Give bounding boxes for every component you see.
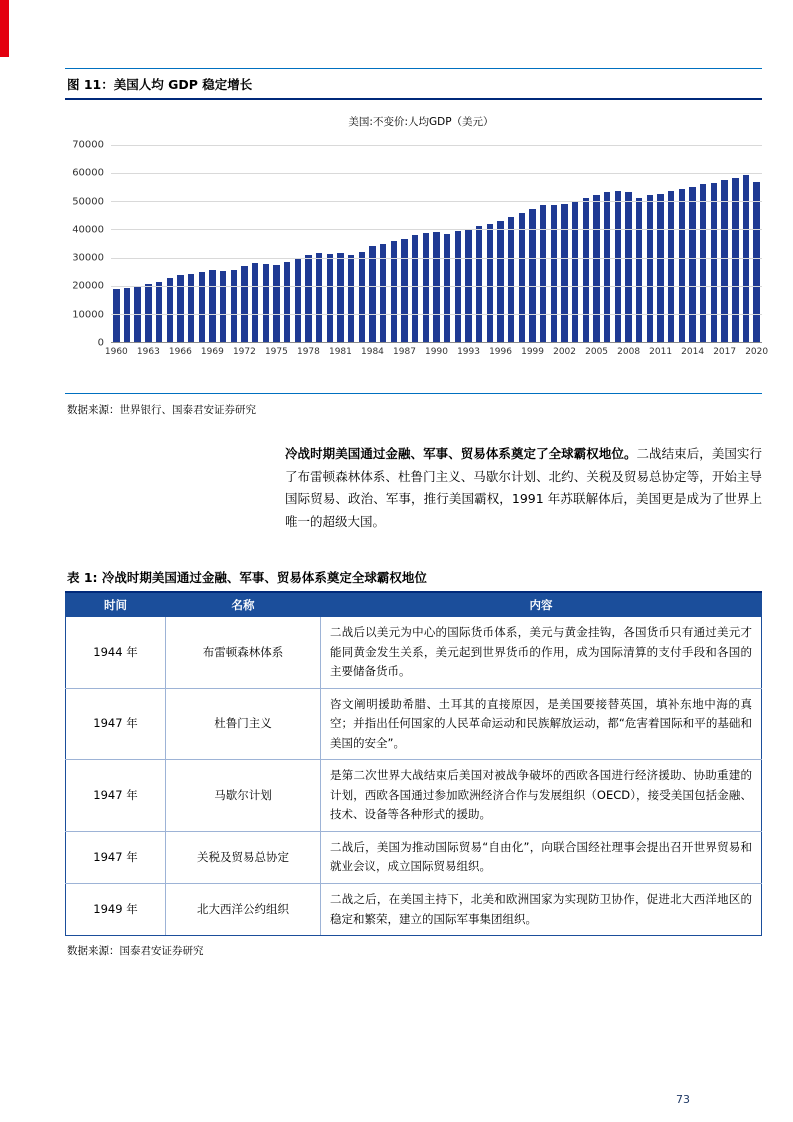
gdp-bar: [423, 233, 429, 342]
x-tick-label: 1966: [168, 347, 192, 357]
gdp-bar: [497, 221, 503, 342]
figure-title: 图 11：美国人均 GDP 稳定增长: [65, 68, 762, 100]
bar-slot: [335, 145, 346, 342]
bar-slot: [132, 145, 143, 342]
y-tick-label: 50000: [72, 196, 104, 208]
gdp-bar: [604, 192, 610, 342]
bar-slot: [666, 145, 677, 342]
bar-slot: [517, 145, 528, 342]
gdp-bar: [284, 262, 290, 342]
chart-bars: [111, 145, 762, 342]
cell-name: 马歇尔计划: [166, 760, 321, 832]
gdp-bar: [316, 253, 322, 342]
gdp-bar: [519, 213, 525, 342]
x-tick-label: 1990: [425, 347, 448, 357]
gdp-bar: [583, 198, 589, 342]
gdp-bar: [263, 264, 269, 342]
cell-time: 1947 年: [66, 760, 166, 832]
gdp-bar: [551, 205, 557, 342]
chart-x-axis-row: [65, 343, 769, 361]
bar-slot: [655, 145, 666, 342]
paragraph-lead-bold: 冷战时期美国通过金融、军事、贸易体系奠定了全球霸权地位。: [285, 446, 637, 461]
figure-block: [65, 68, 769, 417]
cell-name: 布雷顿森林体系: [166, 617, 321, 689]
gridline: [111, 314, 762, 315]
paragraph-text: 二战结束后，美国实行了布雷顿森林体系、杜鲁门主义、马歇尔计划、北约、关税及贸易总协定等，开始主导国际贸易、政治、军事，推行美国霸权，1991 年苏联解体后，美国更是成为了世界上唯一的超级大国。: [285, 446, 762, 529]
bar-slot: [410, 145, 421, 342]
chart-plot-area: [65, 139, 762, 349]
bar-slot: [378, 145, 389, 342]
table-block: [65, 563, 762, 958]
bar-slot: [207, 145, 218, 342]
bar-slot: [463, 145, 474, 342]
cell-time: 1947 年: [66, 688, 166, 760]
table-header-row: [66, 594, 762, 617]
chart-x-axis: [104, 343, 769, 361]
bar-slot: [271, 145, 282, 342]
bar-slot: [260, 145, 271, 342]
gdp-bar: [209, 270, 215, 342]
gridline: [111, 258, 762, 259]
chart-legend: [65, 114, 762, 129]
x-tick-label: 1963: [136, 347, 160, 357]
x-tick-label: 2017: [713, 347, 737, 357]
gdp-bar: [231, 270, 237, 342]
gdp-bar: [689, 187, 695, 342]
bar-slot: [111, 145, 122, 342]
y-tick-label: 70000: [72, 139, 104, 151]
y-tick-label: 30000: [72, 252, 104, 264]
cell-content: 二战后，美国为推动国际贸易“自由化”，向联合国经社理事会提出召开世界贸易和就业会议，成立国际贸易组织。: [321, 831, 762, 883]
figure-source: 数据来源：世界银行、国泰君安证券研究: [65, 393, 762, 417]
bar-slot: [314, 145, 325, 342]
body-paragraph: [285, 443, 762, 533]
bar-slot: [186, 145, 197, 342]
legend-swatch-icon: [333, 117, 342, 126]
gdp-bar: [711, 183, 717, 342]
bar-slot: [453, 145, 464, 342]
bar-slot: [559, 145, 570, 342]
bar-slot: [591, 145, 602, 342]
cell-time: 1944 年: [66, 617, 166, 689]
bar-slot: [602, 145, 613, 342]
gdp-bar: [572, 202, 578, 342]
gdp-bar: [679, 189, 685, 342]
bar-slot: [367, 145, 378, 342]
gdp-bar: [561, 204, 567, 342]
gdp-bar: [337, 253, 343, 342]
bar-slot: [623, 145, 634, 342]
bar-slot: [613, 145, 624, 342]
gdp-bar: [412, 235, 418, 342]
gdp-bar: [113, 289, 119, 342]
bar-slot: [687, 145, 698, 342]
gdp-bar: [593, 195, 599, 342]
bar-slot: [292, 145, 303, 342]
bar-slot: [356, 145, 367, 342]
bar-slot: [239, 145, 250, 342]
gdp-bar: [625, 192, 631, 342]
y-tick-label: 20000: [72, 280, 104, 292]
cell-name: 关税及贸易总协定: [166, 831, 321, 883]
bar-slot: [741, 145, 752, 342]
gdp-bar: [369, 246, 375, 342]
y-tick-label: 10000: [72, 309, 104, 321]
gdp-bar: [220, 271, 226, 342]
page-number: 73: [676, 1093, 690, 1106]
bar-slot: [506, 145, 517, 342]
gdp-bar: [252, 263, 258, 342]
gdp-bar: [700, 184, 706, 342]
table-row: [66, 760, 762, 832]
x-tick-label: 1987: [393, 347, 416, 357]
x-tick-label: 2020: [745, 347, 769, 357]
cell-content: 咨文阐明援助希腊、土耳其的直接原因，是美国要接替英国，填补东地中海的真空；并指出任何国家的人民革命运动和民族解放运动，都“危害着国际和平的基础和美国的安全”。: [321, 688, 762, 760]
red-corner-mark: [0, 0, 9, 57]
cell-content: 二战之后，在美国主持下，北美和欧洲国家为实现防卫协作，促进北大西洋地区的稳定和繁荣，建立的国际军事集团组织。: [321, 884, 762, 936]
gdp-bar: [241, 266, 247, 342]
bar-slot: [634, 145, 645, 342]
gdp-bar: [391, 241, 397, 342]
bar-slot: [399, 145, 410, 342]
bar-slot: [474, 145, 485, 342]
page-content: [65, 68, 769, 958]
bar-slot: [122, 145, 133, 342]
bar-slot: [698, 145, 709, 342]
bar-slot: [527, 145, 538, 342]
bar-slot: [538, 145, 549, 342]
cell-name: 杜鲁门主义: [166, 688, 321, 760]
bar-slot: [143, 145, 154, 342]
bar-slot: [431, 145, 442, 342]
gdp-bar: [476, 226, 482, 342]
cell-content: 二战后以美元为中心的国际货币体系，美元与黄金挂钩，各国货币只有通过美元才能同黄金发生关系，美元起到世界货币的作用，成为国际清算的支付手段和各国的主要储备货币。: [321, 617, 762, 689]
x-tick-label: 2008: [617, 347, 641, 357]
bar-slot: [346, 145, 357, 342]
chart-plot: [111, 145, 762, 343]
bar-slot: [677, 145, 688, 342]
bar-slot: [154, 145, 165, 342]
bar-slot: [645, 145, 656, 342]
bar-slot: [442, 145, 453, 342]
gdp-bar: [615, 191, 621, 342]
bar-slot: [250, 145, 261, 342]
bar-slot: [570, 145, 581, 342]
x-tick-label: 1996: [489, 347, 512, 357]
bar-slot: [228, 145, 239, 342]
table-row: [66, 831, 762, 883]
gdp-bar: [401, 239, 407, 342]
y-tick-label: 40000: [72, 224, 104, 236]
bar-slot: [751, 145, 762, 342]
gdp-bar: [295, 259, 301, 342]
gdp-bar: [273, 265, 279, 342]
y-tick-label: 60000: [72, 167, 104, 179]
bar-slot: [730, 145, 741, 342]
gridline: [111, 145, 762, 146]
gdp-bar: [732, 178, 738, 342]
hegemony-table: [65, 593, 762, 936]
gdp-bar: [540, 205, 546, 342]
table-title: 表 1: 冷战时期美国通过金融、军事、贸易体系奠定全球霸权地位: [65, 563, 762, 593]
x-tick-label: 2011: [649, 347, 673, 357]
gdp-bar: [199, 272, 205, 342]
gdp-bar: [167, 278, 173, 342]
col-header-name: 名称: [166, 594, 321, 617]
cell-time: 1949 年: [66, 884, 166, 936]
gdp-bar: [508, 217, 514, 342]
gridline: [111, 173, 762, 174]
gdp-bar: [348, 255, 354, 342]
x-tick-label: 1969: [200, 347, 224, 357]
legend-label: 美国:不变价:人均GDP（美元）: [348, 116, 494, 128]
x-tick-label: 1978: [296, 347, 320, 357]
bar-slot: [388, 145, 399, 342]
gdp-bar: [444, 234, 450, 342]
x-tick-label: 1960: [104, 347, 128, 357]
table-source: 数据来源：国泰君安证券研究: [67, 945, 204, 958]
gdp-bar: [753, 182, 759, 342]
cell-name: 北大西洋公约组织: [166, 884, 321, 936]
x-tick-label: 1981: [328, 347, 352, 357]
gdp-bar: [188, 274, 194, 342]
x-tick-label: 1975: [264, 347, 288, 357]
gdp-bar: [487, 224, 493, 342]
cell-content: 是第二次世界大战结束后美国对被战争破坏的西欧各国进行经济援助、协助重建的计划，西欧各国通过参加欧洲经济合作与发展组织（OECD），接受美国包括金融、技术、设备等各种形式的援助。: [321, 760, 762, 832]
x-tick-label: 1993: [457, 347, 480, 357]
bar-slot: [485, 145, 496, 342]
x-tick-label: 2014: [681, 347, 705, 357]
bar-slot: [324, 145, 335, 342]
gdp-bar: [327, 254, 333, 342]
cell-time: 1947 年: [66, 831, 166, 883]
gdp-bar: [124, 288, 130, 342]
bar-slot: [495, 145, 506, 342]
gdp-bar: [359, 252, 365, 342]
bar-slot: [196, 145, 207, 342]
gdp-bar: [657, 194, 663, 342]
x-tick-label: 1999: [521, 347, 544, 357]
bar-slot: [581, 145, 592, 342]
y-tick-label: 0: [97, 337, 104, 349]
gdp-bar: [305, 255, 311, 342]
gdp-bar: [636, 198, 642, 342]
gridline: [111, 229, 762, 230]
bar-slot: [549, 145, 560, 342]
bar-slot: [303, 145, 314, 342]
x-tick-label: 1984: [361, 347, 384, 357]
col-header-time: 时间: [66, 594, 166, 617]
gdp-bar: [668, 191, 674, 342]
gdp-bar: [647, 195, 653, 342]
table-row: [66, 688, 762, 760]
bar-slot: [164, 145, 175, 342]
table-row: [66, 884, 762, 936]
gdp-bar: [156, 282, 162, 343]
bar-slot: [709, 145, 720, 342]
bar-slot: [420, 145, 431, 342]
bar-slot: [282, 145, 293, 342]
bar-slot: [175, 145, 186, 342]
gdp-bar-chart: [65, 114, 769, 361]
chart-y-axis: [65, 139, 111, 349]
bar-slot: [218, 145, 229, 342]
gdp-bar: [721, 180, 727, 342]
table-row: [66, 617, 762, 689]
x-tick-label: 2002: [553, 347, 577, 357]
x-tick-label: 2005: [585, 347, 609, 357]
x-tick-label: 1972: [232, 347, 256, 357]
gridline: [111, 201, 762, 202]
bar-slot: [719, 145, 730, 342]
gdp-bar: [433, 232, 439, 342]
col-header-content: 内容: [321, 594, 762, 617]
gridline: [111, 286, 762, 287]
